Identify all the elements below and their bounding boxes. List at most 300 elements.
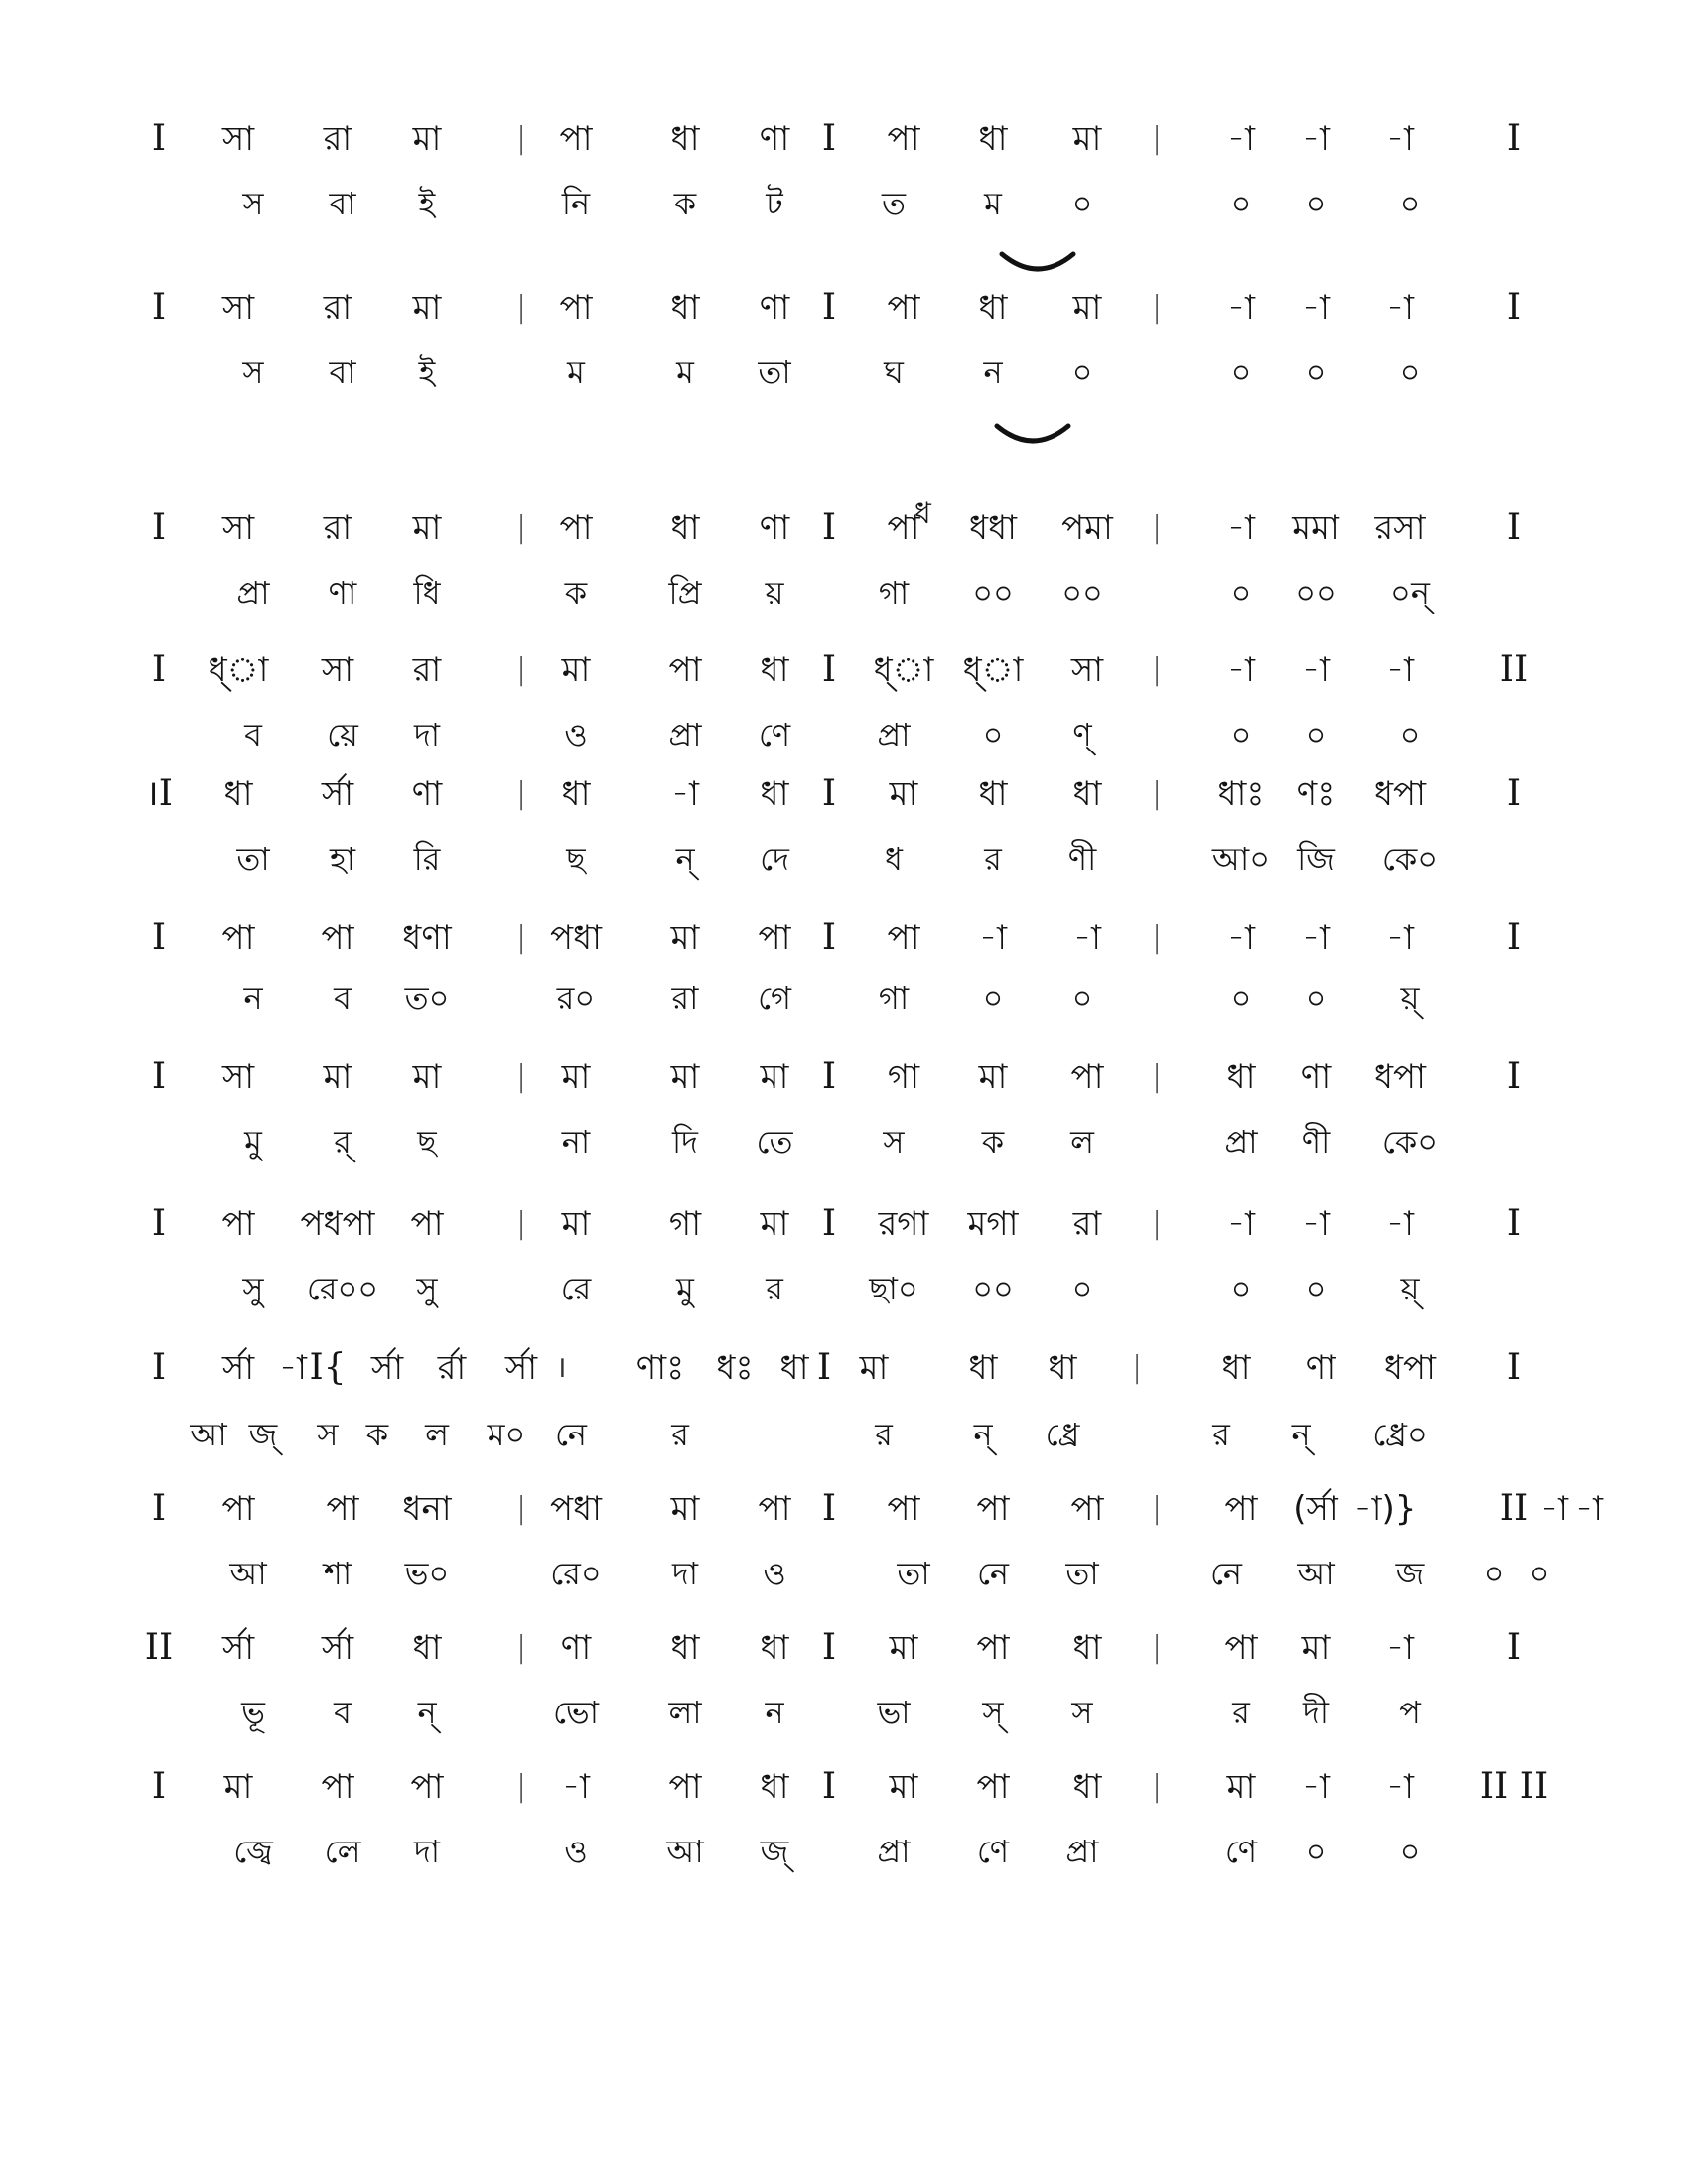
lyric-syllable: ভা bbox=[877, 1694, 911, 1731]
lyric-syllable: ঘ bbox=[884, 353, 904, 391]
swara-note: র্সা bbox=[370, 1348, 404, 1388]
lyric-syllable: ছ bbox=[417, 1123, 437, 1160]
lyric-syllable: দা bbox=[671, 1555, 699, 1592]
lyric-row-6 bbox=[159, 968, 1569, 1027]
lyric-syllable: নে bbox=[976, 1555, 1010, 1592]
lyric-syllable: প bbox=[1399, 1694, 1421, 1731]
lyric-row-8 bbox=[159, 1259, 1569, 1318]
bar-line: I bbox=[151, 507, 167, 548]
swara-note: ধনা bbox=[402, 1489, 452, 1529]
swara-note: পধা bbox=[550, 1489, 602, 1529]
swara-note: পা bbox=[976, 1767, 1010, 1807]
swara-note: মা bbox=[889, 1628, 918, 1668]
swara-note: সা bbox=[221, 1057, 255, 1097]
lyric-syllable: সু bbox=[242, 1270, 264, 1307]
swara-note: পা bbox=[559, 119, 593, 159]
lyric-syllable: ০ bbox=[1230, 1270, 1252, 1307]
lyric-syllable: জ্ bbox=[760, 1833, 789, 1870]
lyric-syllable: মু bbox=[244, 1123, 262, 1160]
bar-line: I bbox=[1506, 118, 1522, 159]
lyric-syllable: স bbox=[883, 1123, 905, 1160]
swara-note: সা bbox=[221, 508, 255, 548]
lyric-syllable: জি bbox=[1297, 840, 1335, 878]
swara-note: ণা bbox=[1300, 1057, 1332, 1097]
lyric-syllable: স্ bbox=[982, 1694, 1004, 1731]
lyric-syllable: ট bbox=[766, 185, 783, 222]
notation-row-2 bbox=[151, 278, 1569, 338]
bar-line: I bbox=[1506, 1347, 1522, 1388]
swara-note: ধা bbox=[760, 1628, 789, 1668]
lyric-syllable: ও bbox=[564, 716, 588, 753]
lyric-syllable: ০ bbox=[1483, 1555, 1505, 1592]
lyric-syllable: ভূ bbox=[241, 1694, 265, 1731]
lyric-syllable: ০ bbox=[1399, 1833, 1421, 1870]
bar-line: | bbox=[515, 1206, 527, 1241]
swara-note: গা bbox=[668, 1204, 702, 1244]
bar-line: | bbox=[515, 1630, 527, 1665]
swara-note: র্সা bbox=[504, 1348, 538, 1388]
swara-note: -া bbox=[1302, 918, 1330, 958]
swara-note: -া bbox=[1540, 1489, 1568, 1529]
bar-line: I{ bbox=[309, 1347, 347, 1388]
bar-line: | bbox=[1151, 652, 1163, 687]
swara-note: ধপা bbox=[1384, 1348, 1436, 1388]
swara-note: পা bbox=[976, 1628, 1010, 1668]
bar-line: II bbox=[1499, 1488, 1529, 1529]
swara-note: পা bbox=[668, 650, 702, 690]
swara-note: পধপা bbox=[300, 1204, 375, 1244]
lyric-syllable: ন্ bbox=[1291, 1416, 1311, 1453]
swara-note: পা bbox=[1070, 1489, 1104, 1529]
swara-note: মা bbox=[412, 288, 442, 328]
lyric-syllable: ত bbox=[881, 185, 907, 222]
lyric-syllable: প্রা bbox=[668, 716, 702, 753]
bar-line: | bbox=[515, 652, 527, 687]
bar-line: I bbox=[821, 1627, 837, 1668]
swara-note: -া bbox=[1575, 1489, 1603, 1529]
swara-note: ধা bbox=[779, 1348, 809, 1388]
lyric-syllable: ছা০ bbox=[869, 1270, 918, 1307]
slur-mark-1 bbox=[998, 250, 1077, 276]
swara-note: ধা bbox=[670, 119, 700, 159]
lyric-syllable: য়ে bbox=[327, 716, 358, 753]
lyric-syllable: ০ bbox=[1305, 716, 1327, 753]
swara-note: রা bbox=[323, 288, 352, 328]
lyric-syllable: ম bbox=[676, 353, 694, 391]
lyric-syllable: প্রা bbox=[1224, 1123, 1258, 1160]
lyric-syllable: তা bbox=[1065, 1555, 1099, 1592]
swara-note: মা bbox=[412, 508, 442, 548]
lyric-row-12 bbox=[159, 1822, 1569, 1881]
lyric-syllable: ণে bbox=[976, 1833, 1010, 1870]
swara-note: ধা bbox=[670, 508, 700, 548]
swara-note: র্সা bbox=[321, 774, 354, 814]
lyric-syllable: ব bbox=[334, 1694, 352, 1731]
notation-row-5 bbox=[145, 764, 1569, 824]
swara-note: ধা bbox=[670, 288, 700, 328]
swara-note: পা bbox=[221, 918, 255, 958]
lyric-syllable: আ bbox=[229, 1555, 267, 1592]
bar-line: I bbox=[816, 1347, 832, 1388]
swara-note: মা bbox=[889, 774, 918, 814]
swara-note: মা bbox=[859, 1348, 889, 1388]
swara-note: মা bbox=[670, 918, 700, 958]
lyric-syllable: নে bbox=[1209, 1555, 1243, 1592]
bar-line: I bbox=[151, 1766, 167, 1807]
lyric-syllable: ক bbox=[365, 1416, 389, 1453]
lyric-syllable: ০ bbox=[1071, 353, 1093, 391]
lyric-syllable: র bbox=[1232, 1694, 1250, 1731]
swara-note: মা bbox=[978, 1057, 1008, 1097]
swara-note: পা bbox=[1224, 1489, 1258, 1529]
swara-note: পা bbox=[668, 1767, 702, 1807]
lyric-syllable: ক bbox=[673, 185, 697, 222]
lyric-syllable: ণে bbox=[1224, 1833, 1258, 1870]
swara-note: মগা bbox=[967, 1204, 1019, 1244]
swara-note: পা bbox=[321, 918, 354, 958]
swara-note: মা bbox=[412, 1057, 442, 1097]
lyric-syllable: ছ bbox=[566, 840, 586, 878]
lyric-row-11 bbox=[159, 1683, 1569, 1742]
notation-row-3 bbox=[151, 498, 1569, 558]
bar-line: | bbox=[515, 510, 527, 545]
lyric-syllable: প্রা bbox=[877, 1833, 911, 1870]
bar-line: II II bbox=[1479, 1766, 1549, 1807]
lyric-syllable: তা bbox=[758, 353, 791, 391]
bar-line: | bbox=[1151, 1206, 1163, 1241]
lyric-syllable: ম bbox=[984, 185, 1002, 222]
lyric-syllable: আ০ bbox=[1211, 840, 1271, 878]
lyric-syllable: র bbox=[766, 1270, 783, 1307]
lyric-syllable: র bbox=[1212, 1416, 1230, 1453]
notation-row-11 bbox=[144, 1618, 1569, 1678]
bar-line: I bbox=[1506, 1627, 1522, 1668]
bar-line: I bbox=[821, 773, 837, 814]
swara-note: ধা bbox=[223, 774, 253, 814]
lyric-syllable: ০ bbox=[1399, 185, 1421, 222]
bar-line: I bbox=[151, 287, 167, 328]
swara-note: মা bbox=[561, 650, 591, 690]
lyric-syllable: প্রা bbox=[877, 716, 911, 753]
bar-line: । bbox=[555, 1350, 567, 1385]
swara-note: -া)} bbox=[1353, 1489, 1417, 1529]
lyric-syllable: ০ bbox=[1528, 1555, 1550, 1592]
lyric-syllable: ণা bbox=[328, 574, 357, 612]
lyric-row-9 bbox=[159, 1405, 1569, 1464]
swara-note: ধ্া bbox=[873, 650, 934, 690]
lyric-syllable: তা bbox=[236, 840, 270, 878]
bar-line: | bbox=[1151, 290, 1163, 325]
lyric-syllable: ০ bbox=[1230, 979, 1252, 1017]
swara-note: ধা bbox=[1221, 1348, 1251, 1388]
lyric-row-3 bbox=[159, 563, 1569, 622]
lyric-syllable: হা bbox=[329, 840, 356, 878]
swara-note: র্রা bbox=[437, 1348, 467, 1388]
swara-note: -া bbox=[1386, 650, 1414, 690]
swara-note: পা bbox=[321, 1767, 354, 1807]
lyric-syllable: ০ন্ bbox=[1390, 574, 1430, 612]
lyric-syllable: ল bbox=[425, 1416, 449, 1453]
lyric-syllable: ০ bbox=[1305, 1833, 1327, 1870]
swara-note: পা bbox=[410, 1767, 444, 1807]
swara-note: পা bbox=[887, 119, 920, 159]
lyric-syllable: ০ bbox=[1305, 185, 1327, 222]
swara-note: ধা bbox=[968, 1348, 998, 1388]
swara-note: -া bbox=[1386, 1204, 1414, 1244]
lyric-syllable: ল bbox=[1070, 1123, 1094, 1160]
bar-line: I bbox=[821, 649, 837, 690]
bar-line: I bbox=[1506, 773, 1522, 814]
swara-note: ধপা bbox=[1374, 774, 1426, 814]
lyric-syllable: ধি bbox=[413, 574, 441, 612]
bar-line: | bbox=[1131, 1350, 1143, 1385]
swara-note: র্সা bbox=[321, 1628, 354, 1668]
swara-note: পা bbox=[1224, 1628, 1258, 1668]
swara-note: -া bbox=[1386, 288, 1414, 328]
swara-note: ধা bbox=[978, 774, 1008, 814]
swara-note: মা bbox=[1072, 119, 1102, 159]
swara-note: -া bbox=[1227, 918, 1255, 958]
swara-note: মা bbox=[670, 1489, 700, 1529]
bar-line: I bbox=[151, 1056, 167, 1097]
swara-note: -া bbox=[1386, 1767, 1414, 1807]
swara-note: পা bbox=[887, 1489, 920, 1529]
lyric-syllable: ০ bbox=[1399, 716, 1421, 753]
swara-note: পা bbox=[758, 918, 791, 958]
lyric-syllable: স bbox=[317, 1416, 339, 1453]
lyric-syllable: গে bbox=[758, 979, 791, 1017]
swara-note: ধা bbox=[978, 119, 1008, 159]
lyric-syllable: ০০ bbox=[1061, 574, 1103, 612]
lyric-syllable: ণী bbox=[1301, 1123, 1331, 1160]
lyric-syllable: তা bbox=[897, 1555, 930, 1592]
swara-note: -া bbox=[1302, 650, 1330, 690]
swara-note: পমা bbox=[1061, 508, 1113, 548]
swara-note: পা bbox=[410, 1204, 444, 1244]
swara-note: -া bbox=[1227, 1204, 1255, 1244]
swara-note: রা bbox=[412, 650, 442, 690]
lyric-syllable: ণে bbox=[758, 716, 791, 753]
lyric-syllable: ০ bbox=[1399, 353, 1421, 391]
bar-line: | bbox=[1151, 1491, 1163, 1526]
swara-note: -া bbox=[1227, 650, 1255, 690]
swara-note: ধা bbox=[670, 1628, 700, 1668]
swara-note: -া bbox=[1386, 1628, 1414, 1668]
swara-note: সা bbox=[221, 119, 255, 159]
notation-row-1 bbox=[151, 109, 1569, 169]
swara-note: মা bbox=[323, 1057, 352, 1097]
lyric-syllable: ক bbox=[981, 1123, 1005, 1160]
notation-row-4 bbox=[151, 640, 1569, 700]
swara-note: পা bbox=[887, 288, 920, 328]
bar-line: | bbox=[515, 290, 527, 325]
lyric-syllable: ক bbox=[564, 574, 588, 612]
bar-line: II bbox=[144, 1627, 174, 1668]
swara-note: -া bbox=[1302, 1767, 1330, 1807]
lyric-syllable: রি bbox=[413, 840, 441, 878]
swara-note: ণা bbox=[759, 288, 790, 328]
swara-note: পা bbox=[559, 288, 593, 328]
swara-note: ধা bbox=[561, 774, 591, 814]
lyric-syllable: নে bbox=[554, 1416, 588, 1453]
swara-note: ধণা bbox=[402, 918, 452, 958]
bar-line: | bbox=[1151, 1059, 1163, 1094]
lyric-syllable: ন্ bbox=[973, 1416, 993, 1453]
swara-note: ণঃ bbox=[1296, 774, 1336, 814]
lyric-syllable: ন bbox=[765, 1694, 784, 1731]
swara-note: -া bbox=[1386, 918, 1414, 958]
swara-note: -া bbox=[1073, 918, 1101, 958]
lyric-syllable: ব bbox=[334, 979, 352, 1017]
swara-note: মা bbox=[561, 1204, 591, 1244]
lyric-syllable: স bbox=[1071, 1694, 1093, 1731]
lyric-syllable: কে০ bbox=[1381, 840, 1439, 878]
lyric-syllable: জ bbox=[1395, 1555, 1425, 1592]
swara-note: পধা bbox=[550, 918, 602, 958]
swara-note: -া bbox=[1386, 119, 1414, 159]
lyric-syllable: রে০০ bbox=[306, 1270, 379, 1307]
swara-note: ধা bbox=[760, 774, 789, 814]
notation-row-7 bbox=[151, 1047, 1569, 1107]
swara-note: পা bbox=[221, 1204, 255, 1244]
bar-line: | bbox=[515, 1059, 527, 1094]
lyric-syllable: সু bbox=[416, 1270, 438, 1307]
swara-note: মা bbox=[670, 1057, 700, 1097]
lyric-syllable: শা bbox=[323, 1555, 352, 1592]
bar-line: I bbox=[151, 1347, 167, 1388]
lyric-syllable: প্রা bbox=[236, 574, 270, 612]
swara-note: ধধা bbox=[969, 508, 1017, 548]
lyric-syllable: জ্ bbox=[248, 1416, 278, 1453]
lyric-syllable: নি bbox=[561, 185, 591, 222]
lyric-syllable: ধ্রে০ bbox=[1372, 1416, 1428, 1453]
lyric-row-10 bbox=[159, 1544, 1569, 1603]
lyric-syllable: ন bbox=[983, 353, 1003, 391]
lyric-syllable: কে০ bbox=[1381, 1123, 1439, 1160]
lyric-row-2 bbox=[159, 342, 1569, 402]
swara-note: ণা bbox=[1305, 1348, 1336, 1388]
swara-note: মা bbox=[889, 1767, 918, 1807]
bar-line: | bbox=[1151, 1630, 1163, 1665]
lyric-syllable: ০ bbox=[1071, 1270, 1093, 1307]
lyric-syllable: ম bbox=[567, 353, 585, 391]
swara-note: -া bbox=[279, 1348, 307, 1388]
lyric-syllable: মু bbox=[676, 1270, 694, 1307]
swara-note: ধ্া bbox=[208, 650, 269, 690]
bar-line: | bbox=[1151, 1769, 1163, 1804]
lyric-syllable: ০০ bbox=[1295, 574, 1336, 612]
swara-note: -া bbox=[979, 918, 1007, 958]
swara-note: পা bbox=[1070, 1057, 1104, 1097]
lyric-syllable: ০ bbox=[1071, 979, 1093, 1017]
swara-note: ধা bbox=[1072, 1628, 1102, 1668]
swara-note: -া bbox=[562, 1767, 590, 1807]
lyric-syllable: য় bbox=[765, 574, 784, 612]
swara-note: -া bbox=[1227, 288, 1255, 328]
swara-note: ধা bbox=[1072, 774, 1102, 814]
lyric-syllable: ভ০ bbox=[404, 1555, 450, 1592]
lyric-syllable: আ bbox=[1297, 1555, 1335, 1592]
bar-line: ।I bbox=[145, 773, 173, 814]
lyric-syllable: র bbox=[875, 1416, 893, 1453]
lyric-syllable: না bbox=[561, 1123, 591, 1160]
bar-line: II bbox=[1499, 649, 1529, 690]
bar-line: I bbox=[821, 507, 837, 548]
swara-note: মা bbox=[1072, 288, 1102, 328]
notation-row-10 bbox=[151, 1479, 1603, 1539]
swara-note: রা bbox=[1072, 1204, 1102, 1244]
swara-note: -া bbox=[1302, 288, 1330, 328]
swara-note: সা bbox=[1070, 650, 1104, 690]
lyric-syllable: বা bbox=[329, 185, 356, 222]
lyric-syllable: র bbox=[984, 840, 1002, 878]
lyric-syllable: ন bbox=[243, 979, 263, 1017]
bar-line: I bbox=[151, 1488, 167, 1529]
swara-note: মা bbox=[412, 119, 442, 159]
swara-note: ধা bbox=[1072, 1767, 1102, 1807]
lyric-syllable: দী bbox=[1303, 1694, 1329, 1731]
lyric-syllable: য়্ bbox=[1400, 979, 1420, 1017]
swara-note: ধা bbox=[412, 1628, 442, 1668]
swara-note: গা bbox=[887, 1057, 920, 1097]
bar-line: I bbox=[821, 118, 837, 159]
swara-note: ণা bbox=[411, 774, 443, 814]
swara-note: -া bbox=[1227, 119, 1255, 159]
lyric-syllable: দা bbox=[413, 1833, 441, 1870]
swara-note: পা bbox=[887, 918, 920, 958]
swara-note: ধা bbox=[760, 1767, 789, 1807]
swara-note: ধ্া bbox=[962, 650, 1024, 690]
lyric-syllable: ই bbox=[418, 185, 436, 222]
lyric-syllable: ত০ bbox=[404, 979, 450, 1017]
swara-note: র্সা bbox=[221, 1628, 255, 1668]
lyric-syllable: ন্ bbox=[417, 1694, 437, 1731]
swara-note: পা bbox=[559, 508, 593, 548]
lyric-syllable: ণী bbox=[1067, 840, 1097, 878]
lyric-syllable: দি bbox=[672, 1123, 698, 1160]
lyric-syllable: ব bbox=[244, 716, 262, 753]
grace-note: ধ bbox=[914, 496, 931, 531]
swara-note: সা bbox=[221, 288, 255, 328]
swara-note: ধঃ bbox=[716, 1348, 754, 1388]
notation-row-8 bbox=[151, 1194, 1569, 1254]
swara-note: মা bbox=[760, 1057, 789, 1097]
swara-note: রগা bbox=[878, 1204, 929, 1244]
lyric-syllable: লে bbox=[324, 1833, 361, 1870]
bar-line: I bbox=[1506, 507, 1522, 548]
lyric-syllable: য়্ bbox=[1400, 1270, 1420, 1307]
notation-row-9 bbox=[151, 1338, 1569, 1398]
bar-line: I bbox=[821, 287, 837, 328]
lyric-syllable: ০ bbox=[1230, 574, 1252, 612]
lyric-row-1 bbox=[159, 174, 1569, 233]
swara-note: পা bbox=[758, 1489, 791, 1529]
lyric-syllable: ই bbox=[418, 353, 436, 391]
bar-line: I bbox=[1506, 1056, 1522, 1097]
lyric-syllable: ও bbox=[564, 1833, 588, 1870]
lyric-syllable: ভো bbox=[552, 1694, 600, 1731]
lyric-syllable: র০ bbox=[556, 979, 596, 1017]
bar-line: | bbox=[515, 121, 527, 156]
lyric-row-4 bbox=[159, 705, 1569, 764]
lyric-syllable: ধ bbox=[885, 840, 903, 878]
swara-note: পা bbox=[221, 1489, 255, 1529]
lyric-syllable: বা bbox=[329, 353, 356, 391]
bar-line: I bbox=[821, 1488, 837, 1529]
lyric-syllable: ০০ bbox=[972, 1270, 1014, 1307]
swara-note: (র্সা bbox=[1293, 1489, 1338, 1529]
lyric-syllable: রে bbox=[560, 1270, 592, 1307]
